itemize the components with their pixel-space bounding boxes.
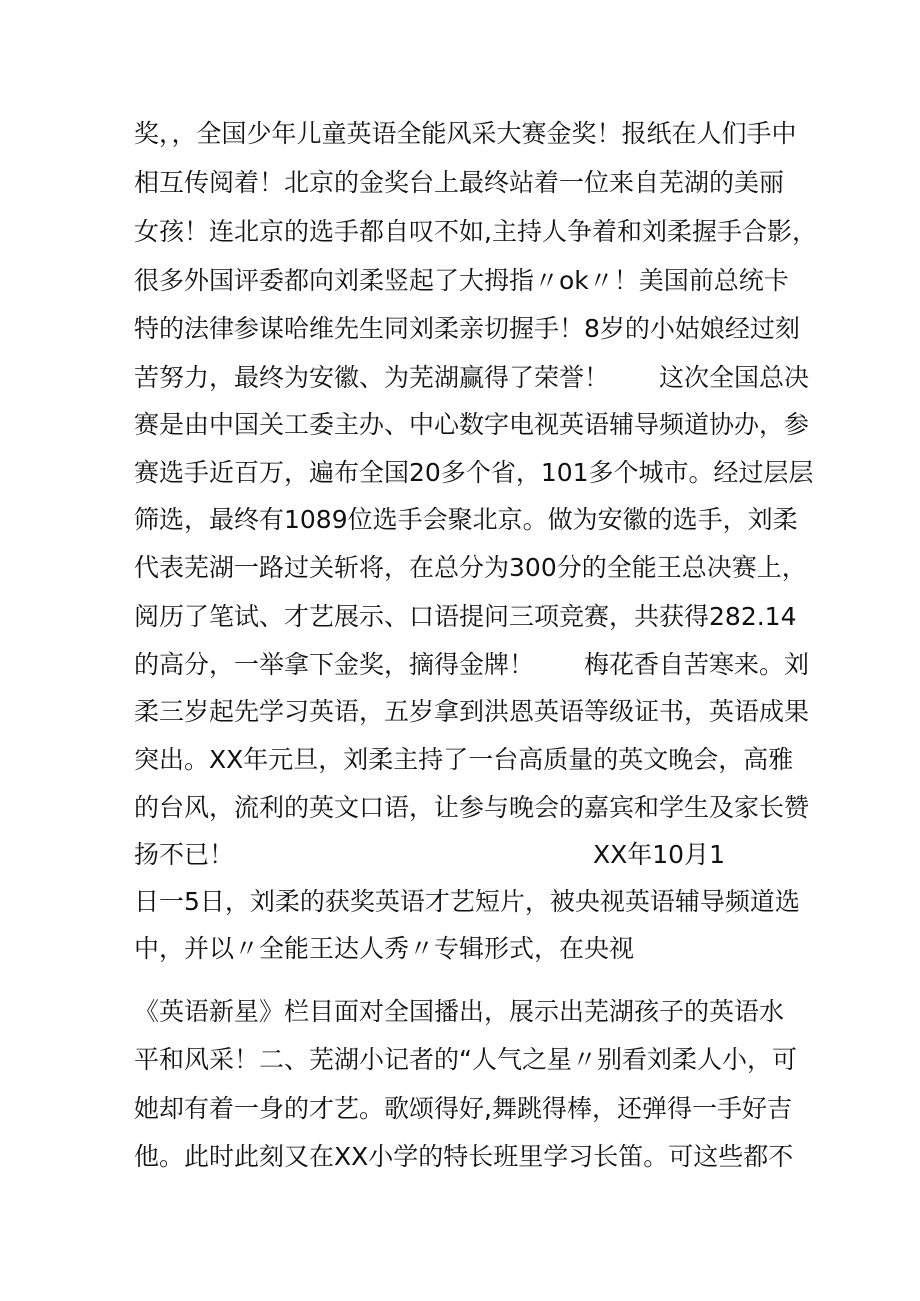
text-line-16: 扬不已！ [134,840,235,869]
text-line-6: 苦努力，最终为安徽、为芜湖赢得了荣誉！ 这次全国总决 [134,363,810,392]
text-line-5: 特的法律参谋哈维先生同刘柔亲切握手！8岁的小姑娘经过刻 [134,314,800,343]
text-line-20: 《英语新星》栏目面对全国播出，展示出芜湖孩子的英语水 [134,997,785,1026]
text-line-13: 柔三岁起先学习英语，五岁拿到洪恩英语等级证书，英语成果 [134,697,810,726]
text-line-14: 突出。XX年元旦，刘柔主持了一台高质量的英文晚会，高雅 [134,745,794,774]
text-line-1: 奖，，全国少年儿童英语全能风采大赛金奖！报纸在人们手中 [134,119,797,148]
text-line-7: 赛是由中国关工委主办、中心数字电视英语辅导频道协办，参 [134,410,810,439]
text-line-10: 代表芜湖一路过关斩将，在总分为300分的全能王总决赛上， [134,553,807,582]
text-line-9: 筛选，最终有1089位选手会聚北京。做为安徽的选手，刘柔 [134,505,798,534]
text-line-17: XX年10月1 [593,840,725,869]
text-line-2: 相互传阅着！北京的金奖台上最终站着一位来自芜湖的美丽 [134,168,785,197]
text-line-21: 平和风采！二、芜湖小记者的“人气之星〃别看刘柔人小，可 [134,1045,797,1074]
text-line-15: 的台风，流利的英文口语，让参与晚会的嘉宾和学生及家长赞 [134,793,810,822]
text-line-3: 女孩！连北京的选手都自叹不如,主持人争着和刘柔握手合影， [134,217,817,246]
text-line-19: 中，并以〃全能王达人秀〃专辑形式，在央视 [134,934,635,963]
text-line-12: 的高分，一举拿下金奖，摘得金牌！ 梅花香自苦寒来。刘 [134,650,810,679]
text-line-8: 赛选手近百万，遍布全国20多个省，101多个城市。经过层层 [134,458,814,487]
text-line-4: 很多外国评委都向刘柔竖起了大拇指〃ok〃！美国前总统卡 [134,266,789,295]
text-line-23: 他。此时此刻又在XX小学的特长班里学习长笛。可这些都不 [134,1142,794,1171]
text-line-22: 她却有着一身的才艺。歌颂得好,舞跳得棒，还弹得一手好吉 [134,1094,792,1123]
text-line-11: 阅历了笔试、才艺展示、口语提问三项竞赛，共获得282.14 [134,602,797,631]
text-line-18: 日一5日，刘柔的获奖英语才艺短片，被央视英语辅导频道选 [134,887,800,916]
